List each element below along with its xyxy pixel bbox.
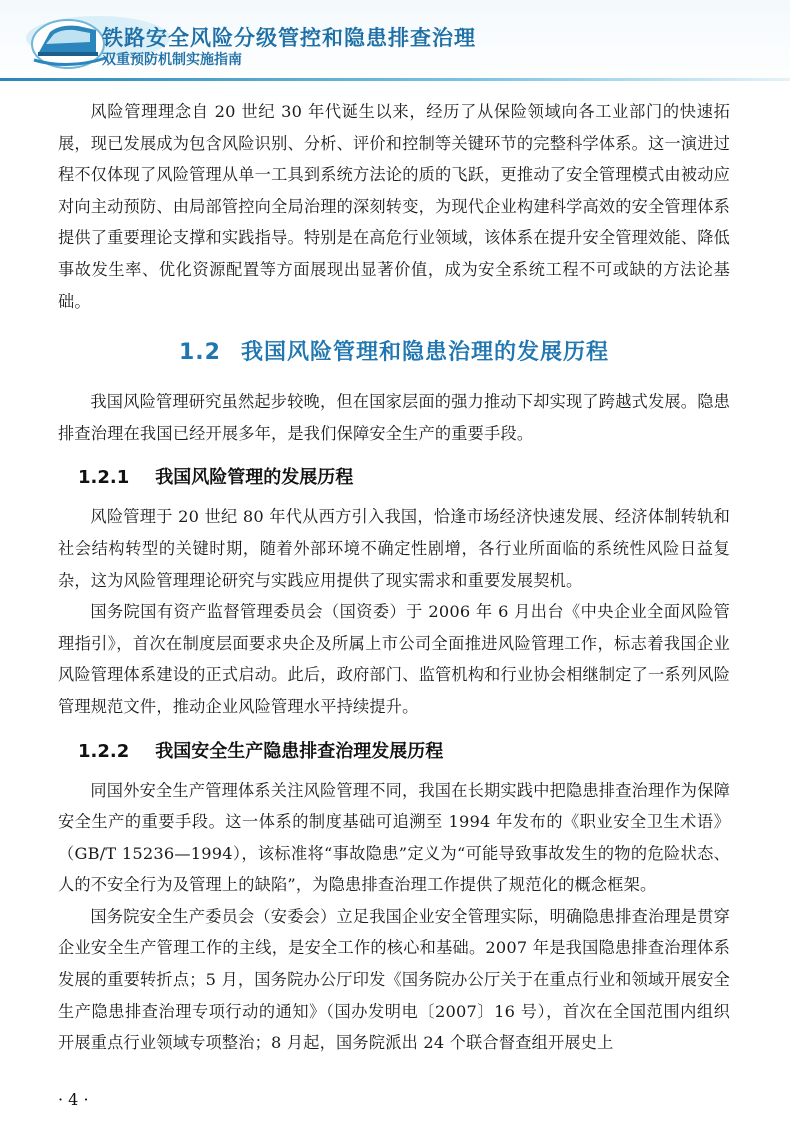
header-subtitle: 双重预防机制实施指南	[102, 52, 242, 68]
page-content	[58, 96, 730, 1059]
paragraph-sasac: 国务院国有资产监督管理委员会（国资委）于 2006 年 6 月出台《中央企业全面风险管理指引》，首次在制度层面要求央企及所属上市公司全面推进风险管理工作，标志着我国企业风险管理体系建设的正式启动。此后，政府部门、监管机构和行业协会相继制定了一系列风险管理规范文件，推动企业风险管理水平持续提升。	[58, 602, 730, 716]
section-heading	[58, 335, 730, 366]
header-divider	[0, 78, 790, 81]
paragraph-risk-intro: 风险管理于 20 世纪 80 年代从西方引入我国，恰逢市场经济快速发展、经济体制转轨和社会结构转型的关键时期，随着外部环境不确定性剧增，各行业所面临的系统性风险日益复杂，这为风险管理理论研究与实践应用提供了现实需求和重要发展契机。	[58, 507, 730, 590]
page-number: · 4 ·	[58, 1090, 89, 1109]
header-title: 铁路安全风险分级管控和隐患排查治理	[102, 26, 476, 50]
subsection-number: 1.2.2	[78, 740, 130, 762]
paragraph-hazard-foundation: 同国外安全生产管理体系关注风险管理不同，我国在长期实践中把隐患排查治理作为保障安全生产的重要手段。这一体系的制度基础可追溯至 1994 年发布的《职业安全卫生术语》（GB/T 15236—1994），该标准将“事故隐患”定义为“可能导致事故发生的物的危险状态、人的不安全行为及管理上的缺陷”，为隐患排查治理工作提供了规范化的概念框架。	[58, 780, 730, 895]
paragraph-safety-committee: 国务院安全生产委员会（安委会）立足我国企业安全管理实际，明确隐患排查治理是贯穿企业安全生产管理工作的主线，是安全工作的核心和基础。2007 年是我国隐患排查治理体系发展的重要转折点；5 月，国务院办公厅印发《国务院办公厅关于在重点行业和领域开展安全生产隐患排查治理专项行动的通知》（国办发明电〔2007〕16 号），首次在全国范围内组织开展重点行业领域专项整治；8 月起，国务院派出 24 个联合督查组开展史上	[58, 906, 730, 1053]
subsection-heading-2	[58, 737, 730, 763]
subsection-title: 我国安全生产隐患排查治理发展历程	[155, 740, 444, 762]
page-header	[0, 0, 790, 86]
paragraph-intro: 风险管理理念自 20 世纪 30 年代诞生以来，经历了从保险领域向各工业部门的快速拓展，现已发展成为包含风险识别、分析、评价和控制等关键环节的完整科学体系。这一演进过程不仅体现了风险管理从单一工具到系统方法论的质的飞跃，更推动了安全管理模式由被动应对向主动预防、由局部管控向全局治理的深刻转变，为现代企业构建科学高效的安全管理体系提供了重要理论支撑和实践指导。特别是在高危行业领域，该体系在提升安全管理效能、降低事故发生率、优化资源配置等方面展现出显著价值，成为安全系统工程不可或缺的方法论基础。	[58, 102, 730, 311]
subsection-heading-1	[58, 463, 730, 489]
section-number: 1.2	[179, 340, 221, 366]
paragraph-section-intro: 我国风险管理研究虽然起步较晚，但在国家层面的强力推动下却实现了跨越式发展。隐患排查治理在我国已经开展多年，是我们保障安全生产的重要手段。	[58, 392, 730, 443]
section-title: 我国风险管理和隐患治理的发展历程	[240, 340, 609, 366]
subsection-title: 我国风险管理的发展历程	[155, 467, 354, 489]
subsection-number: 1.2.1	[78, 467, 130, 489]
